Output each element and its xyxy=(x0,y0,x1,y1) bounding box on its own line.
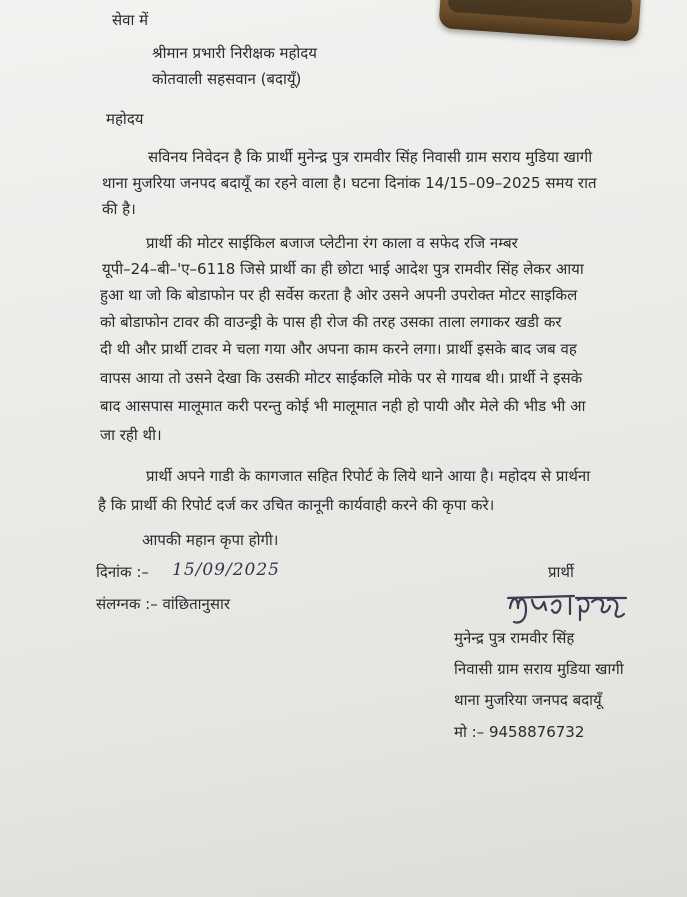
attachment-line: संलग्नक :– वांछितानुसार xyxy=(96,595,231,613)
paragraph-line: यूपी–24–बी–'ए–6118 जिसे प्रार्थी का ही छोटा भाई आदेश पुत्र रामवीर सिंह लेकर आया xyxy=(102,260,584,278)
paragraph-line: प्रार्थी अपने गाडी के कागजात सहित रिपोर्ट के लिये थाने आया है। महोदय से प्रार्थना xyxy=(146,467,591,485)
date-label: दिनांक :– xyxy=(96,563,149,581)
paragraph-line: दी थी और प्रार्थी टावर मे चला गया और अपना काम करने लगा। प्रार्थी इसके बाद जब वह xyxy=(100,340,577,358)
paragraph-line: थाना मुजरिया जनपद बदायूँ का रहने वाला है। घटना दिनांक 14/15–09–2025 समय रात xyxy=(102,174,597,192)
signer-address: निवासी ग्राम सराय मुडिया खागी xyxy=(454,660,624,678)
paragraph-line: सविनय निवेदन है कि प्रार्थी मुनेन्द्र पुत्र रामवीर सिंह निवासी ग्राम सराय मुडिया खागी xyxy=(148,148,593,166)
signer-mobile: मो :– 9458876732 xyxy=(454,723,585,741)
paragraph-line: को बोडाफोन टावर की वाउन्ड्री के पास ही रोज की तरह उसका ताला लगाकर खडी कर xyxy=(100,313,562,331)
signer-district: थाना मुजरिया जनपद बदायूँ xyxy=(454,691,602,709)
paragraph-line: है कि प्रार्थी की रिपोर्ट दर्ज कर उचित कानूनी कार्यवाही करने की कृपा करे। xyxy=(98,496,495,514)
phone-edge xyxy=(438,0,641,42)
recipient-line1: श्रीमान प्रभारी निरीक्षक महोदय xyxy=(152,44,317,62)
handwritten-date: 15/09/2025 xyxy=(172,560,280,580)
handwritten-signature xyxy=(504,586,628,628)
greeting: महोदय xyxy=(106,110,144,128)
paragraph-line: प्रार्थी की मोटर साईकिल बजाज प्लेटीना रंग काला व सफेद रजि नम्बर xyxy=(146,234,518,252)
recipient-line2: कोतवाली सहसवान (बदायूँ) xyxy=(152,70,302,88)
closing-line: आपकी महान कृपा होगी। xyxy=(142,531,279,549)
paragraph-line: बाद आसपास मालूमात करी परन्तु कोई भी मालूमात नही हो पायी और मेले की भीड भी आ xyxy=(100,397,586,415)
paragraph-line: की है। xyxy=(102,200,136,218)
salutation-to: सेवा में xyxy=(112,11,149,29)
signer-title: प्रार्थी xyxy=(548,563,574,581)
paragraph-line: वापस आया तो उसने देखा कि उसकी मोटर साईकलि मोके पर से गायब थी। प्रार्थी ने इसके xyxy=(100,369,583,387)
paragraph-line: हुआ था जो कि बोडाफोन पर ही सर्वेस करता है ओर उसने अपनी उपरोक्त मोटर साइकिल xyxy=(100,286,578,304)
paragraph-line: जा रही थी। xyxy=(100,426,162,444)
signer-name: मुनेन्द्र पुत्र रामवीर सिंह xyxy=(454,629,575,647)
